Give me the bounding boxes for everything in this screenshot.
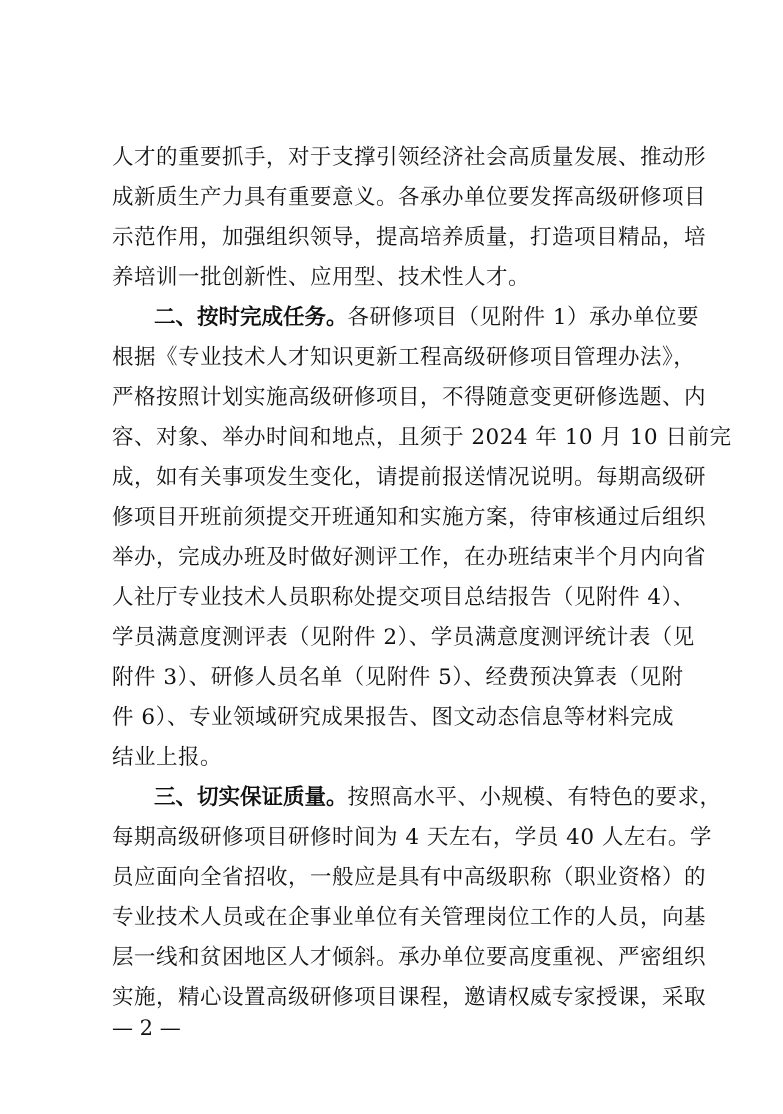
paragraph-line: 成，如有关事项发生变化，请提前报送情况说明。每期高级研 — [112, 465, 707, 490]
paragraph-line: 附件 3）、研修人员名单（见附件 5）、经费预决算表（见附 — [112, 665, 684, 690]
paragraph-line: 结业上报。 — [112, 745, 223, 770]
paragraph-line: 根据《专业技术人才知识更新工程高级研修项目管理办法》， — [112, 345, 696, 370]
section-first-line — [154, 298, 700, 338]
paragraph-line: 容、对象、举办时间和地点，且须于 2024 年 10 月 10 日前完 — [112, 425, 732, 450]
section-heading: 三、切实保证质量。 — [154, 785, 348, 810]
paragraph-line: 专业技术人员或在企事业单位有关管理岗位工作的人员，向基 — [112, 905, 707, 930]
section-text: 各研修项目（见附件 1）承办单位要 — [347, 305, 700, 330]
paragraph-line: 实施，精心设置高级研修项目课程，邀请权威专家授课，采取 — [112, 985, 707, 1010]
paragraph-line: 修项目开班前须提交开班通知和实施方案，待审核通过后组织 — [112, 505, 707, 530]
paragraph-line: 举办，完成办班及时做好测评工作，在办班结束半个月内向省 — [112, 545, 707, 570]
paragraph-line: 成新质生产力具有重要意义。各承办单位要发挥高级研修项目 — [112, 185, 707, 210]
paragraph-line: 示范作用，加强组织领导，提高培养质量，打造项目精品，培 — [112, 225, 707, 250]
paragraph-line: 件 6）、专业领域研究成果报告、图文动态信息等材料完成 — [112, 705, 674, 730]
paragraph-line: 养培训一批创新性、应用型、技术性人才。 — [112, 265, 531, 290]
paragraph-line: 学员满意度测评表（见附件 2）、学员满意度测评统计表（见 — [112, 625, 695, 650]
paragraph-line: 人才的重要抓手，对于支撑引领经济社会高质量发展、推动形 — [112, 145, 707, 170]
section-text: 按照高水平、小规模、有特色的要求， — [347, 785, 722, 810]
paragraph-line: 员应面向全省招收，一般应是具有中高级职称（职业资格）的 — [112, 865, 707, 890]
paragraph-line: 每期高级研修项目研修时间为 4 天左右，学员 40 人左右。学 — [112, 825, 712, 850]
section-first-line — [154, 778, 722, 818]
paragraph-line: 人社厅专业技术人员职称处提交项目总结报告（见附件 4）、 — [112, 585, 695, 610]
section-heading: 二、按时完成任务。 — [154, 305, 348, 330]
paragraph-line: 严格按照计划实施高级研修项目，不得随意变更研修选题、内 — [112, 385, 707, 410]
paragraph-line: 层一线和贫困地区人才倾斜。承办单位要高度重视、严密组织 — [112, 945, 707, 970]
page-number: — 2 — — [112, 1016, 181, 1040]
